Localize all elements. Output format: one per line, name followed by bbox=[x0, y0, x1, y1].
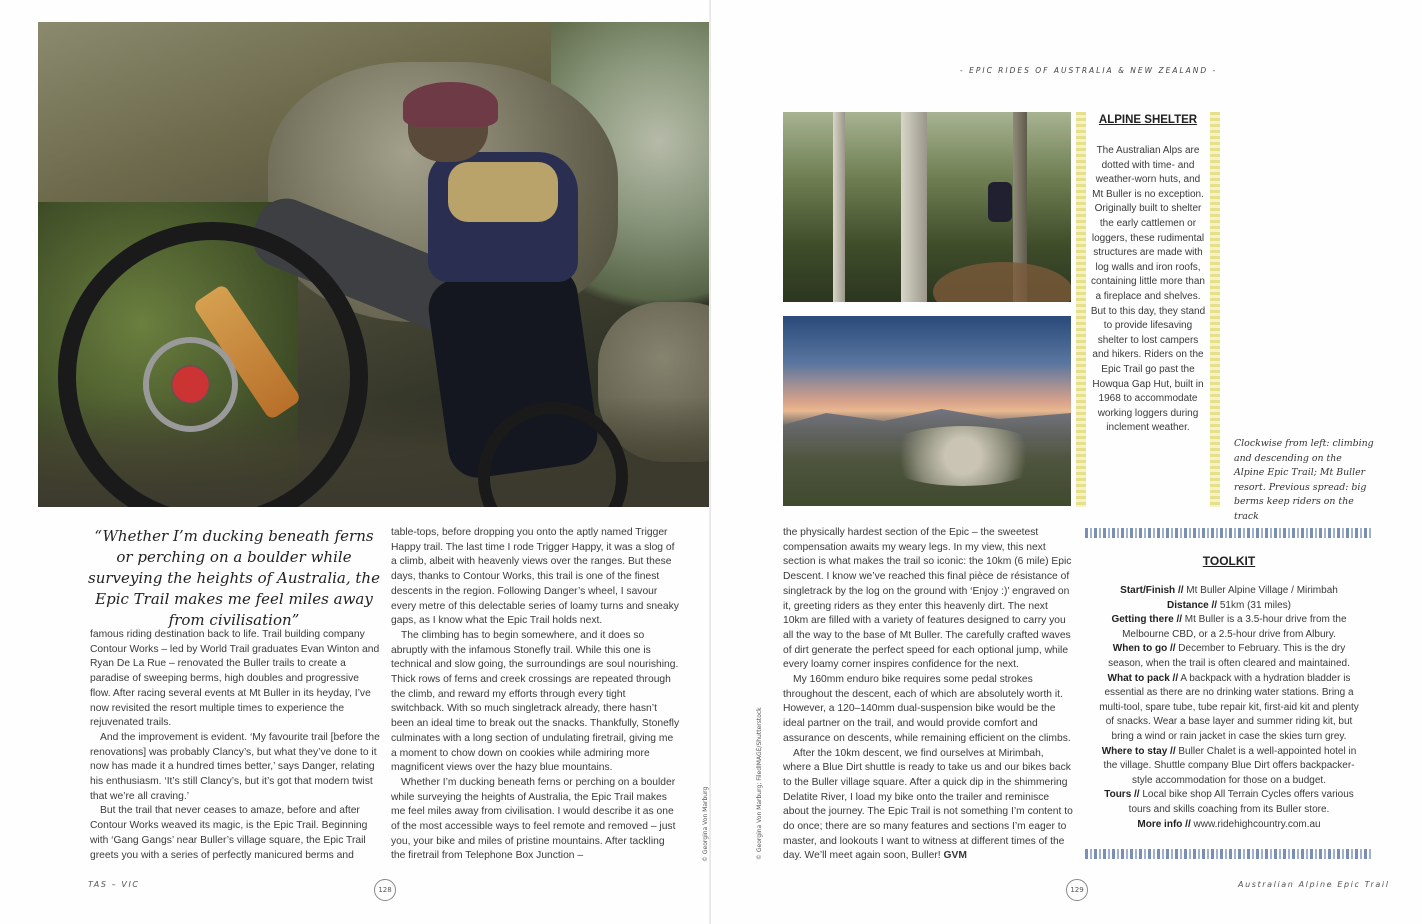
pull-quote: “Whether I’m ducking beneath ferns or perching on a boulder while surveying the heights of Australia, the Epic Trail makes me feel miles away from civilisation” bbox=[88, 527, 380, 629]
toolkit-label: What to pack // bbox=[1107, 672, 1179, 684]
photo-credit: © Georgina Von Marburg; FiledIMAGE/Shutterstock bbox=[756, 707, 763, 860]
paragraph: Whether I’m ducking beneath ferns or perching on a boulder while surveying the heights of Australia, the Epic Trail makes me feel miles away from civilisation. I would describe it as one of the most accessible ways to feel remote and removed – just you, your bike and miles of pristine mountains. After tackling the firetrail from Telephone Box Junction – bbox=[391, 776, 676, 862]
toolkit-text: December to February. This is the dry season, when the trail is often cleared and maintained. bbox=[1108, 643, 1350, 669]
toolkit-item bbox=[1098, 788, 1360, 817]
toolkit-text: Buller Chalet is a well-appointed hotel in the village. Shuttle company Blue Dirt offers backpacker-style accommodation for those on a budget. bbox=[1103, 745, 1357, 786]
sidebar-body: The Australian Alps are dotted with time- and weather-worn huts, and Mt Buller is no exception. Originally built to shelter the early cattlemen or loggers, these rudimental structures are made with log walls and iron roofs, containing little more than a fireplace and shelves. But to this day, they stand to provide lifesaving shelter to lost campers and hikers. Riders on the Epic Trail go past the Howqua Gap Hut, built in 1968 to accommodate working loggers during inclement weather. bbox=[1090, 145, 1206, 434]
photo-caption: Clockwise from left: climbing and descending on the Alpine Epic Trail; Mt Buller resort. Previous spread: big berms keep riders on the track bbox=[1234, 438, 1374, 522]
body-column-1 bbox=[90, 628, 380, 863]
toolkit-label: Distance // bbox=[1167, 599, 1218, 611]
hero-photo-mountain-biker bbox=[38, 22, 731, 507]
toolkit-label: Start/Finish // bbox=[1120, 585, 1184, 596]
toolkit-text: A backpack with a hydration bladder is essential as there are no drinking water stations. Bring a multi-tool, spare tube, tube repair kit, first-aid kit and plenty of snacks. Wear a base layer and summer riding kit, but bring a wind or rain jacket in case the skies turn grey. bbox=[1099, 672, 1359, 742]
toolkit-text: Mt Buller Alpine Village / Mirimbah bbox=[1183, 585, 1338, 596]
toolkit-text: Local bike shop All Terrain Cycles offers various tours and skills coaching from its Buller store. bbox=[1128, 789, 1354, 815]
photo-forest-rider bbox=[783, 112, 1071, 302]
paragraph bbox=[783, 747, 1073, 865]
toolkit-border bbox=[1085, 528, 1373, 538]
page-footer-title: Australian Alpine Epic Trail bbox=[1238, 880, 1390, 889]
toolkit-item bbox=[1098, 642, 1360, 671]
page-footer-section: TAS – VIC bbox=[88, 880, 140, 889]
toolkit-text: www.ridehighcountry.com.au bbox=[1190, 818, 1321, 830]
author-signoff: GVM bbox=[943, 850, 967, 862]
photo-mt-buller-resort bbox=[783, 316, 1071, 506]
toolkit-title: TOOLKIT bbox=[1202, 554, 1256, 568]
toolkit-item bbox=[1098, 613, 1360, 642]
toolkit-body bbox=[1098, 584, 1360, 832]
toolkit-border bbox=[1085, 849, 1373, 859]
page-number: 128 bbox=[374, 879, 396, 901]
toolkit-item bbox=[1098, 599, 1360, 614]
toolkit-item bbox=[1098, 745, 1360, 789]
toolkit-item bbox=[1098, 818, 1360, 833]
body-column-2 bbox=[391, 526, 681, 864]
paragraph-text: After the 10km descent, we find ourselves at Mirimbah, where a Blue Dirt shuttle is ready to take us and our bikes back to the Buller village square. After a quick dip in the shimmering Delatite River, I load my bike onto the trailer and reminisce about the journey. The Epic Trail is not something I’m content to do once; there are so many features and sections I’m eager to master, and lookouts I want to witness at different times of the day. We’ll meet again soon, Buller! bbox=[783, 747, 1073, 862]
toolkit-item bbox=[1098, 584, 1360, 599]
paragraph: And the improvement is evident. ‘My favourite trail [before the renovations] was probably Clancy’s, but what they’ve done to it now has made it a hundred times better,’ says Danger, relating his enthusiasm. ‘It’s still Clancy’s, but it’s got that modern twist that we’re all craving.’ bbox=[90, 731, 380, 802]
paragraph: table-tops, before dropping you onto the aptly named Trigger Happy trail. The last time I rode Trigger Happy, it was a slog of a climb, albeit with heavenly views over the ranges. But these days, thanks to Contour Works, this trail is one of the finest descents in the region. Following Danger’s wheel, I savour every metre of this delectable series of loamy turns and sneaky gaps, as I know what the Epic Trail holds next. bbox=[391, 527, 679, 627]
running-head: - EPIC RIDES OF AUSTRALIA & NEW ZEALAND - bbox=[960, 66, 1218, 75]
paragraph: My 160mm enduro bike requires some pedal strokes throughout the descent, each of which are absolutely worth it. However, a 120–140mm dual-suspension bike would be the ideal partner on the trail, and would provide comfort and assurance on descents, while remaining efficient on the climbs. bbox=[783, 674, 1071, 744]
photo-credit: © Georgina Von Marburg bbox=[702, 786, 709, 862]
toolkit-item bbox=[1098, 672, 1360, 745]
paragraph: the physically hardest section of the Epic – the sweetest compensation awaits my weary legs. In my view, this next section is what makes the trail so iconic: the 10km (6 mile) Epic Descent. I know we’ve reached this final pièce de résistance of singletrack by the log on the ground with ‘Enjoy :)’ engraved on it, greeting riders as they enter this heavenly dirt. The next 10km are filled with a variety of features designed to carry you all the way to the base of Mt Buller. The carefully crafted waves of dirt generate the perfect speed for each optional jump, while every loamy corner inspires confidence for the next. bbox=[783, 527, 1072, 671]
toolkit-label: Tours // bbox=[1104, 789, 1140, 801]
page-number: 129 bbox=[1066, 879, 1088, 901]
toolkit-text: 51km (31 miles) bbox=[1217, 599, 1291, 611]
sidebar-title: ALPINE SHELTER bbox=[1098, 114, 1198, 126]
toolkit-label: Where to stay // bbox=[1101, 745, 1176, 757]
paragraph: But the trail that never ceases to amaze, before and after Contour Works weaved its magic, is the Epic Trail. Beginning with ‘Gang Gangs’ near Buller’s village square, the Epic Trail greets you with a series of perfectly manicured berms and bbox=[90, 805, 368, 861]
paragraph: famous riding destination back to life. Trail building company Contour Works – led by World Trail graduates Evan Winton and Ryan De La Rue – renovated the Buller trails to create a paradise of sweeping berms, high doubles and progressive flow. After racing several events at Mt Buller in its heyday, I’ve now revisited the resort multiple times to experience the rejuvenated trails. bbox=[90, 629, 380, 729]
toolkit-label: Getting there // bbox=[1111, 614, 1183, 626]
toolkit-label: More info // bbox=[1137, 818, 1191, 830]
sidebar-border bbox=[1076, 112, 1086, 507]
sidebar-border bbox=[1210, 112, 1220, 507]
toolkit-text: Mt Buller is a 3.5-hour drive from the Melbourne CBD, or a 2.5-hour drive from Albury. bbox=[1122, 614, 1347, 640]
body-column-3 bbox=[783, 526, 1073, 864]
toolkit-label: When to go // bbox=[1112, 643, 1176, 655]
paragraph: The climbing has to begin somewhere, and it does so abruptly with the infamous Stonefly trail. While this one is technical and slow going, the surroundings are soul nourishing. Thick rows of ferns and creek crossings are repeated through the climb, and reward my efforts through every tight switchback. With so much singletrack already, there hasn’t been an ideal time to break out the snacks. Thankfully, Stonefly culminates with a long section of undulating firetrail, giving me a moment to chow down on cookies while admiring more magnificent views over the hazy blue mountains. bbox=[391, 629, 680, 774]
